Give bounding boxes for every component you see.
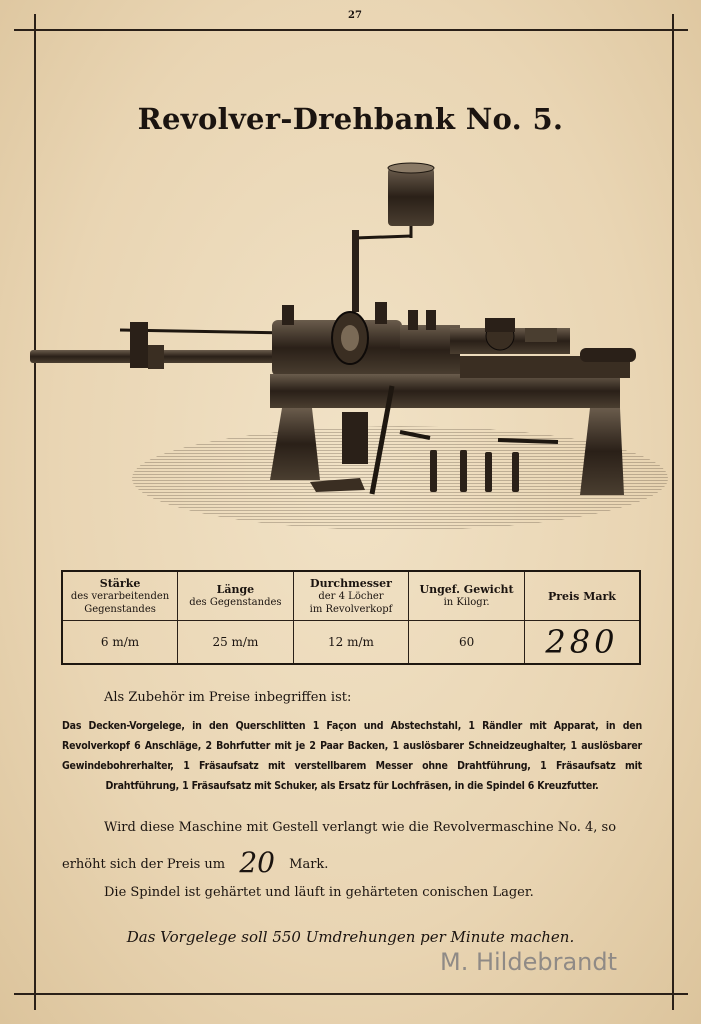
header-gewicht: Ungef. Gewicht in Kilogr. (409, 571, 525, 621)
value-preis (524, 621, 640, 665)
accessories-list: Das Decken-Vorgelege, in den Querschlitten 1 Façon und Abstechstahl, 1 Rändler mit Apparat, in den Revolverkopf 6 Anschläge, 2 Bohrfutter mit je 2 Paar Backen, 1 auslösbarer Schneidzeughalter, 1 auslösbarer Gewindebohrerhalter, 1 Fräsaufsatz mit verstellbarem Messer ohne Drahtführung, 1 Fräsaufsatz mit Drahtführung, 1 Fräsaufsatz mit Schuker, als Ersatz für Lochfräsen, in die Spindel 6 Kreuzfutter. (62, 720, 642, 792)
countershaft-pulley (388, 168, 434, 226)
tool-chuck-2 (460, 450, 467, 492)
specs-header-row (62, 571, 640, 621)
price-increase-after: Mark. (289, 857, 329, 872)
watermark: M. Hildebrandt (440, 948, 618, 976)
price-increase-before: erhöht sich der Preis um (62, 857, 226, 872)
countershaft-speed-note: Das Vorgelege soll 550 Umdrehungen per Minute machen. (126, 928, 575, 946)
handwritten-price: 280 (545, 623, 619, 661)
frame-bottom-rule (14, 993, 688, 995)
value-staerke: 6 m/m (62, 621, 178, 665)
page-title: Revolver-Drehbank No. 5. (137, 102, 564, 136)
page-number: 27 (348, 10, 362, 21)
left-leg (270, 408, 320, 480)
tool-chuck-4 (512, 452, 519, 492)
lathe-illustration (20, 150, 680, 545)
lathe-bed (270, 374, 620, 408)
specs-value-row (62, 621, 640, 665)
frame-top-rule (14, 29, 688, 31)
header-durchmesser: Durchmesser der 4 Löcher im Revolverkopf (293, 571, 409, 621)
specs-table (61, 570, 641, 665)
header-staerke: Stärke des verarbeitenden Gegenstandes (62, 571, 178, 621)
handwritten-surcharge: 20 (239, 846, 275, 879)
spindle-note: Die Spindel ist gehärtet und läuft in gehärteten conischen Lager. (104, 885, 534, 900)
right-leg (580, 408, 624, 495)
header-preis: Preis Mark (524, 571, 640, 621)
value-durchmesser: 12 m/m (293, 621, 409, 665)
header-laenge: Länge des Gegenstandes (178, 571, 294, 621)
stand-option-text: Wird diese Maschine mit Gestell verlangt wie die Revolvermaschine No. 4, so (104, 820, 617, 835)
value-gewicht: 60 (409, 621, 525, 665)
value-laenge: 25 m/m (178, 621, 294, 665)
tool-chuck-1 (430, 450, 437, 492)
price-increase-text (62, 842, 329, 879)
tool-chuck-3 (485, 452, 492, 492)
accessories-intro: Als Zubehör im Preise inbegriffen ist: (104, 690, 352, 705)
